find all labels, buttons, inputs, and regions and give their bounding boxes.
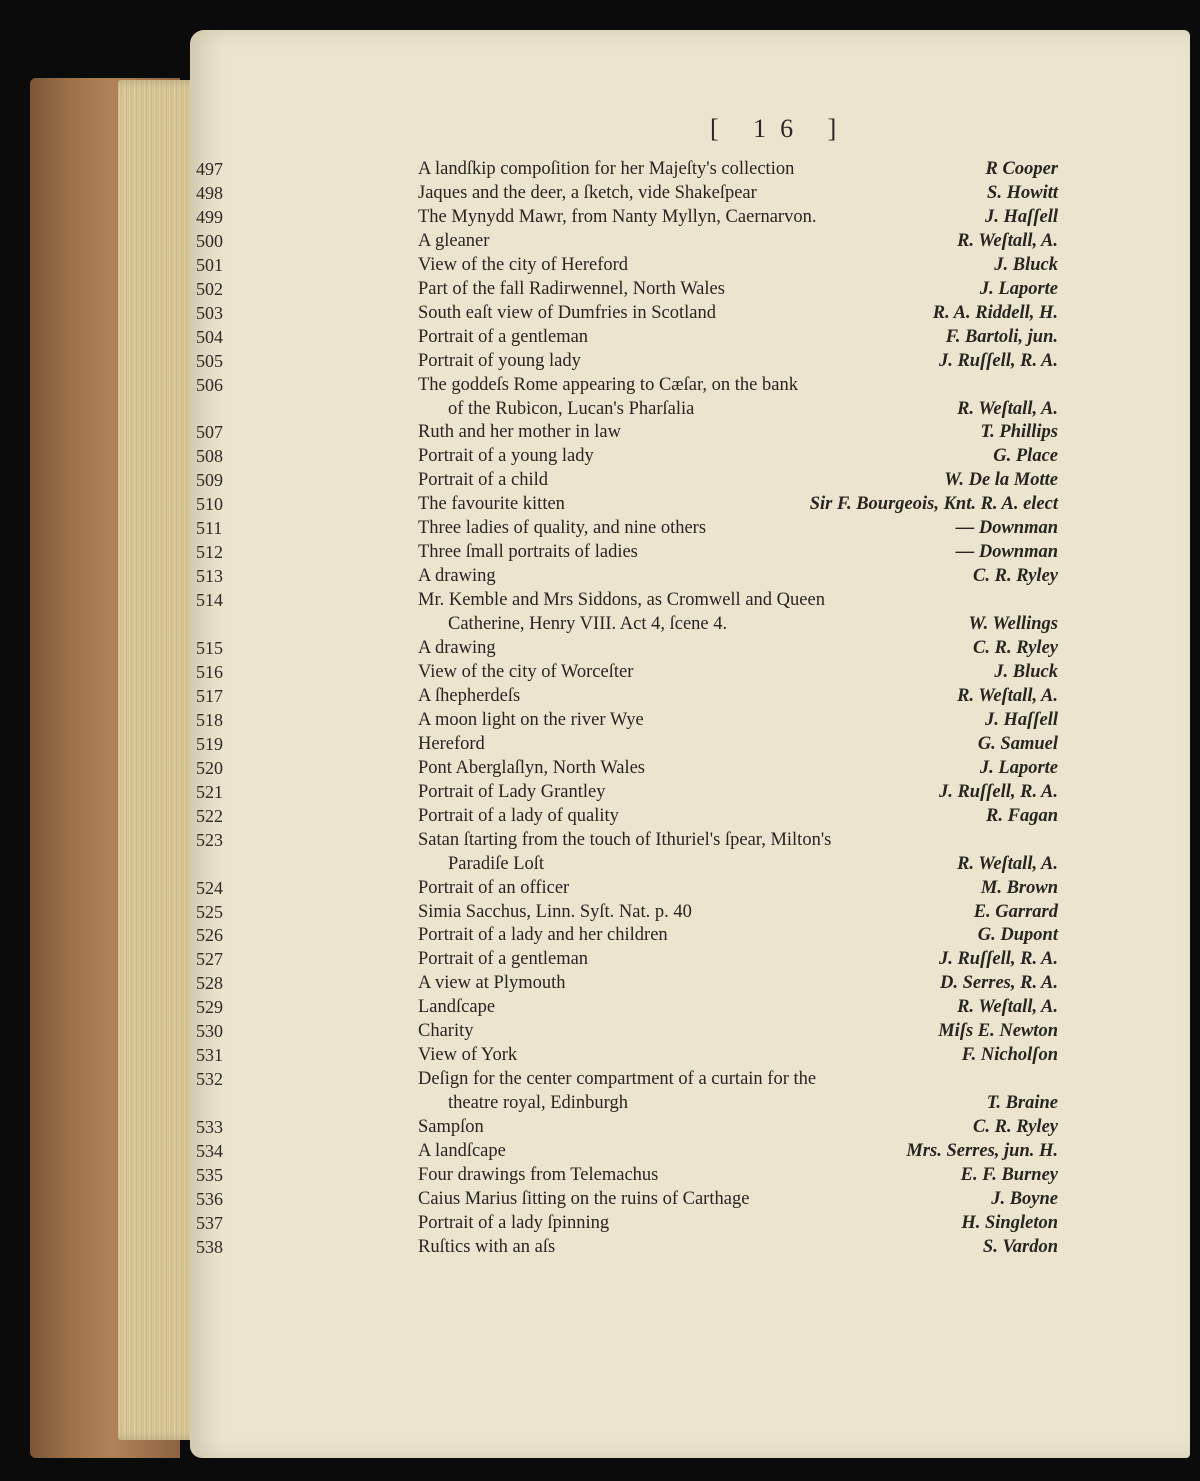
entry-number: 519 — [196, 733, 223, 754]
catalogue-line — [196, 1187, 1058, 1211]
entry-artist: E. F. Burney — [960, 1164, 1058, 1185]
entry-number: 534 — [196, 1141, 223, 1161]
entry-title: Portrait of Lady Grantley — [418, 781, 606, 802]
entry-number: 527 — [196, 949, 223, 970]
entry-number: 515 — [196, 638, 223, 658]
entry-number: 535 — [196, 1164, 223, 1185]
entry-title: Three ladies of quality, and nine others — [418, 518, 707, 539]
entry-title: Portrait of a lady and her children — [418, 925, 668, 946]
catalogue-line — [196, 325, 1058, 349]
entry-number: 504 — [196, 326, 223, 347]
entry-number: 499 — [196, 206, 223, 227]
entry-title: View of the city of Worceſter — [418, 662, 634, 682]
entry-number: 528 — [196, 973, 223, 994]
entry-number: 509 — [196, 470, 223, 491]
entry-title: Deſign for the center compartment of a curtain for the — [418, 1069, 817, 1090]
entry-number: 531 — [196, 1045, 223, 1066]
entry-artist: T. Braine — [986, 1093, 1058, 1114]
catalogue-line — [196, 708, 1058, 732]
entry-title: of the Rubicon, Lucan's Pharſalia — [448, 398, 695, 419]
entry-title: Catherine, Henry VIII. Act 4, ſcene 4. — [448, 614, 728, 634]
catalogue-line — [196, 1019, 1058, 1043]
entry-title: A moon light on the river Wye — [418, 709, 644, 730]
entry-number: 511 — [196, 518, 223, 539]
entry-number: 505 — [196, 350, 223, 371]
entry-title: South eaſt view of Dumfries in Scotland — [418, 302, 717, 323]
entry-artist: G. Place — [993, 446, 1058, 467]
entry-title: View of the city of Hereford — [418, 254, 629, 275]
entry-number: 538 — [196, 1236, 223, 1257]
entry-title: Three ſmall portraits of ladies — [418, 542, 638, 563]
entry-artist: G. Samuel — [977, 733, 1058, 754]
entry-number: 516 — [196, 662, 223, 682]
catalogue-line — [196, 229, 1058, 253]
entry-title: A landſcape — [418, 1141, 506, 1161]
catalogue-line — [196, 971, 1058, 995]
entry-artist: S. Howitt — [987, 182, 1058, 203]
entry-title: Portrait of a young lady — [418, 446, 594, 467]
catalogue-line — [196, 684, 1058, 708]
catalogue-line — [196, 492, 1058, 516]
catalogue-line — [448, 397, 1058, 421]
entry-title: The goddeſs Rome appearing to Cæſar, on the bank — [418, 374, 798, 395]
entry-number: 525 — [196, 901, 223, 922]
entry-artist: Miſs E. Newton — [938, 1021, 1058, 1042]
entry-number: 537 — [196, 1212, 223, 1233]
catalogue-line — [196, 516, 1058, 540]
entry-artist: G. Dupont — [977, 925, 1058, 946]
entry-title: View of York — [418, 1045, 518, 1066]
catalogue-line — [196, 373, 1058, 397]
entry-number: 502 — [196, 278, 223, 299]
entry-number: 523 — [196, 829, 223, 850]
entry-number: 513 — [196, 566, 223, 587]
entry-title: Landſcape — [418, 997, 496, 1018]
catalogue-line — [196, 1163, 1058, 1187]
catalogue-line — [196, 780, 1058, 804]
entry-artist: R Cooper — [985, 159, 1058, 179]
entry-number: 533 — [196, 1117, 223, 1137]
catalogue-line — [448, 852, 1058, 876]
page-number: [ 16 ] — [710, 114, 851, 143]
catalogue-line — [196, 923, 1058, 947]
entry-artist: T. Phillips — [980, 422, 1058, 443]
catalogue-line — [196, 420, 1058, 444]
catalogue-line — [196, 1115, 1058, 1139]
entry-number: 506 — [196, 374, 223, 395]
entry-artist: R. Weſtall, A. — [957, 853, 1058, 874]
entry-artist: F. Bartoli, jun. — [945, 326, 1058, 347]
catalogue-line — [196, 756, 1058, 780]
entry-number: 521 — [196, 781, 223, 802]
catalogue-line — [196, 732, 1058, 756]
catalogue-line — [196, 349, 1058, 373]
entry-title: Sampſon — [418, 1117, 484, 1137]
entry-number: 526 — [196, 925, 223, 946]
entry-number: 514 — [196, 590, 223, 611]
entry-number: 501 — [196, 254, 223, 275]
entry-title: A drawing — [418, 638, 496, 658]
catalogue-line — [196, 660, 1058, 684]
entry-artist: J. Ruſſell, R. A. — [938, 781, 1058, 802]
entry-title: A view at Plymouth — [418, 973, 566, 994]
entry-title: theatre royal, Edinburgh — [448, 1093, 628, 1114]
entry-number: 522 — [196, 805, 223, 826]
entry-artist: J. Laporte — [979, 278, 1058, 299]
entry-number: 532 — [196, 1069, 223, 1090]
entry-title: Part of the fall Radirwennel, North Wales — [418, 278, 725, 299]
catalogue-line — [196, 157, 1058, 181]
entry-title: A ſhepherdeſs — [418, 685, 521, 706]
entry-artist: J. Haſſell — [985, 206, 1058, 227]
entry-title: Portrait of young lady — [418, 350, 581, 371]
entry-number: 517 — [196, 685, 223, 706]
entry-artist: J. Boyne — [991, 1188, 1058, 1209]
catalogue-line — [196, 1043, 1058, 1067]
entry-artist: J. Ruſſell, R. A. — [938, 949, 1058, 970]
entry-title: Satan ſtarting from the touch of Ithuriel's ſpear, Milton's — [418, 829, 832, 850]
catalogue-line — [196, 900, 1058, 924]
catalogue-line — [196, 804, 1058, 828]
catalogue-line — [448, 612, 1058, 636]
entry-title: Portrait of an officer — [418, 877, 570, 898]
catalogue-line — [196, 205, 1058, 229]
entry-artist: C. R. Ryley — [973, 1117, 1058, 1137]
catalogue-line — [196, 1235, 1058, 1259]
entry-artist: R. A. Riddell, H. — [932, 302, 1058, 323]
entry-artist: M. Brown — [980, 877, 1058, 898]
catalogue-line — [196, 1211, 1058, 1235]
entry-title: The Mynydd Mawr, from Nanty Myllyn, Caernarvon. — [418, 206, 817, 227]
entry-artist: J. Bluck — [994, 662, 1058, 682]
entry-artist: J. Haſſell — [985, 709, 1058, 730]
entry-number: 520 — [196, 757, 223, 778]
entry-artist: — Downman — [955, 518, 1058, 539]
entry-artist: R. Weſtall, A. — [957, 685, 1058, 706]
entry-title: Four drawings from Telemachus — [418, 1164, 659, 1185]
catalogue-line — [196, 1139, 1058, 1163]
entry-number: 518 — [196, 709, 223, 730]
entry-title: Charity — [418, 1021, 474, 1042]
catalogue-line — [196, 995, 1058, 1019]
entry-artist: F. Nicholſon — [961, 1045, 1058, 1066]
entry-title: Caius Marius ſitting on the ruins of Carthage — [418, 1188, 750, 1209]
entry-title: Portrait of a lady ſpinning — [418, 1212, 610, 1233]
entry-title: The favourite kitten — [418, 494, 565, 515]
entry-artist: W. Wellings — [968, 614, 1058, 634]
entry-artist: J. Laporte — [979, 757, 1058, 778]
entry-title: A landſkip compoſition for her Majeſty's collection — [418, 159, 795, 179]
entry-title: Ruſtics with an aſs — [418, 1236, 556, 1257]
entry-artist: J. Bluck — [994, 254, 1058, 275]
entry-artist: D. Serres, R. A. — [939, 973, 1058, 994]
entry-number: 500 — [196, 230, 223, 251]
catalogue-line — [196, 828, 1058, 852]
entry-number: 536 — [196, 1188, 223, 1209]
entry-artist: R. Weſtall, A. — [957, 398, 1058, 419]
entry-number: 529 — [196, 997, 223, 1018]
entry-artist: W. De la Motte — [944, 470, 1058, 491]
catalogue-line — [196, 468, 1058, 492]
book-page — [190, 30, 1190, 1458]
entry-title: Simia Sacchus, Linn. Syſt. Nat. p. 40 — [418, 901, 692, 922]
entry-artist: R. Weſtall, A. — [957, 997, 1058, 1018]
entry-artist: C. R. Ryley — [973, 566, 1058, 587]
catalogue-line — [196, 253, 1058, 277]
catalogue-line — [196, 588, 1058, 612]
entry-artist: C. R. Ryley — [973, 638, 1058, 658]
catalogue-line — [196, 444, 1058, 468]
entry-title: Portrait of a child — [418, 470, 548, 491]
catalogue-line — [196, 277, 1058, 301]
entry-number: 510 — [196, 494, 223, 515]
entry-number: 507 — [196, 422, 223, 443]
entry-artist: — Downman — [955, 542, 1058, 563]
entry-number: 530 — [196, 1021, 223, 1042]
catalogue-line — [196, 564, 1058, 588]
entry-artist: R. Weſtall, A. — [957, 230, 1058, 251]
entry-title: Ruth and her mother in law — [418, 422, 621, 443]
entry-artist: Sir F. Bourgeois, Knt. R. A. elect — [809, 494, 1058, 515]
entry-title: Paradiſe Loſt — [448, 853, 545, 874]
catalogue-line — [196, 947, 1058, 971]
entry-number: 497 — [196, 159, 223, 179]
catalogue-line — [196, 876, 1058, 900]
catalogue-line — [196, 1067, 1058, 1091]
entry-title: Portrait of a gentleman — [418, 949, 589, 970]
entry-artist: R. Fagan — [986, 805, 1058, 826]
catalogue-line — [196, 540, 1058, 564]
entry-artist: J. Ruſſell, R. A. — [938, 350, 1058, 371]
catalogue-line — [448, 1091, 1058, 1115]
entry-number: 508 — [196, 446, 223, 467]
entry-title: Pont Aberglaſlyn, North Wales — [418, 757, 646, 778]
entry-title: A drawing — [418, 566, 496, 587]
entry-title: Jaques and the deer, a ſketch, vide Shakeſpear — [418, 182, 757, 203]
entry-artist: Mrs. Serres, jun. H. — [906, 1141, 1058, 1161]
entry-artist: E. Garrard — [973, 901, 1058, 922]
entry-title: Hereford — [418, 733, 485, 754]
entry-title: Portrait of a lady of quality — [418, 805, 619, 826]
entry-title: Portrait of a gentleman — [418, 326, 589, 347]
entry-title: A gleaner — [418, 230, 490, 251]
catalogue-line — [196, 181, 1058, 205]
entry-artist: S. Vardon — [982, 1236, 1058, 1257]
entry-number: 498 — [196, 182, 223, 203]
entry-title: Mr. Kemble and Mrs Siddons, as Cromwell and Queen — [418, 590, 825, 611]
catalogue-line — [196, 636, 1058, 660]
entry-number: 503 — [196, 302, 223, 323]
entry-artist: H. Singleton — [961, 1212, 1058, 1233]
entry-number: 524 — [196, 877, 223, 898]
catalogue-line — [196, 301, 1058, 325]
entry-number: 512 — [196, 542, 223, 563]
